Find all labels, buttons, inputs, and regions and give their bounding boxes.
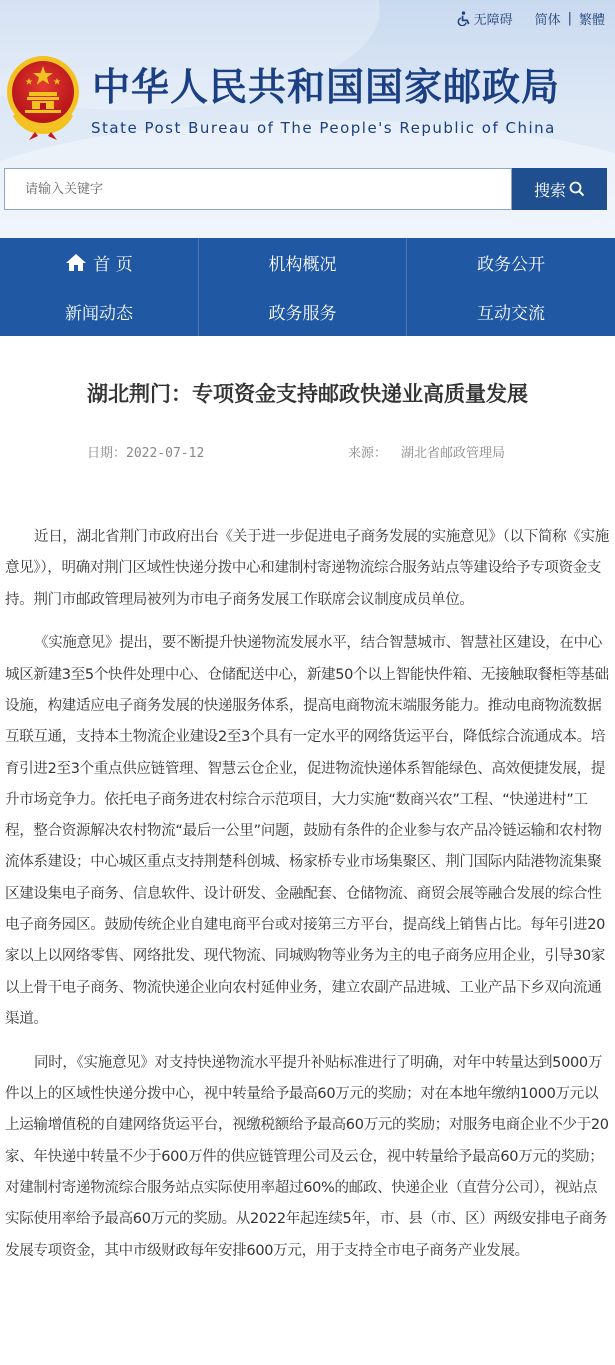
article-source	[348, 442, 505, 461]
search-button[interactable]	[512, 168, 607, 210]
nav-item-government-services[interactable]	[199, 287, 406, 336]
national-emblem-icon[interactable]	[5, 52, 81, 140]
nav-item-label: 政务公开	[477, 255, 545, 275]
search-field[interactable]	[4, 168, 512, 210]
article-paragraph: 同时，《实施意见》对支持快递物流水平提升补贴标准进行了明确，对年中转量达到5000万件以上的区域性快递分拨中心，视中转量给予最高60万元的奖励；对在本地年缴纳1000万元以上运输增值税的自建网络货运平台，视缴税额给予最高60万元的奖励；对服务电商企业不少于20家、年快递中转量不少于600万件的供应链管理公司及云仓，视中转量给予最高60万元的奖励；对建制村寄递物流综合服务站点实际使用率超过60%的邮政、快递企业（直营分公司），视站点实际使用率给予最高60万元的奖励。从2022年起连续5年，市、县（市、区）两级安排电子商务发展专项资金，其中市级财政每年安排600万元，用于支持全市电子商务产业发展。	[5, 1054, 609, 1259]
nav-item-organization[interactable]	[199, 238, 406, 287]
nav-item-label: 首 页	[93, 255, 133, 275]
nav-item-government-affairs[interactable]	[407, 238, 615, 287]
article-date: 日期：2022-07-12	[87, 446, 205, 461]
separator: |	[567, 10, 572, 26]
source-value: 湖北省邮政管理局	[401, 446, 506, 461]
nav-item-news[interactable]	[0, 287, 198, 336]
site-title: 中华人民共和国国家邮政局	[92, 65, 561, 109]
accessibility-link[interactable]	[456, 9, 513, 28]
article-body	[5, 522, 611, 1279]
site-subtitle: State Post Bureau of The People's Republic of China	[91, 119, 556, 137]
search-input[interactable]	[23, 168, 511, 210]
wheelchair-icon	[456, 11, 471, 26]
nav-item-label: 互动交流	[477, 304, 545, 324]
search-icon	[569, 181, 585, 197]
nav-item-home[interactable]	[0, 238, 198, 287]
main-nav	[0, 238, 615, 336]
article-paragraph: 《实施意见》提出，要不断提升快递物流发展水平，结合智慧城市、智慧社区建设，在中心城区新建3至5个快件处理中心、仓储配送中心，新建50个以上智能快件箱、无接触取餐柜等基础设施，构建适应电子商务发展的快递服务体系，提高电商物流末端服务能力。推动电商物流数据互联互通，支持本土物流企业建设2至3个具有一定水平的网络货运平台，降低综合流通成本。培育引进2至3个重点供应链管理、智慧云仓企业，促进物流快递体系智能绿色、高效便捷发展，提升市场竞争力。依托电子商务进农村综合示范项目，大力实施“数商兴农”工程、“快递进村”工程，整合资源解决农村物流“最后一公里”问题，鼓励有条件的企业参与农产品冷链运输和农村物流体系建设；中心城区重点支持荆楚科创城、杨家桥专业市场集聚区、荆门国际内陆港物流集聚区建设集电子商务、信息软件、设计研发、金融配套、仓储物流、商贸会展等融合发展的综合性电子商务园区。鼓励传统企业自建电商平台或对接第三方平台，提高线上销售占比。每年引进20家以上以网络零售、网络批发、现代物流、同城购物等业务为主的电子商务应用企业，引导30家以上骨干电子商务、物流快递企业向农村延伸业务，建立农副产品进城、工业产品下乡双向流通渠道。	[5, 635, 609, 1027]
accessibility-label: 无障碍	[473, 12, 513, 28]
traditional-chinese-link[interactable]: 繁體	[578, 12, 605, 28]
simplified-chinese-link[interactable]: 简体	[534, 12, 561, 28]
search-button-label: 搜索	[533, 180, 566, 200]
top-links	[456, 8, 605, 28]
site-header	[0, 0, 615, 238]
nav-item-label: 政务服务	[268, 304, 337, 324]
article-paragraph: 近日，湖北省荆门市政府出台《关于进一步促进电子商务发展的实施意见》（以下简称《实施意见》），明确对荆门区域性快递分拨中心和建制村寄递物流综合服务站点等建设给予专项资金支持。荆门市邮政管理局被列为市电子商务发展工作联席会议制度成员单位。	[5, 529, 609, 608]
home-icon	[65, 253, 87, 272]
nav-item-label: 机构概况	[268, 255, 337, 275]
source-label: 来源：	[348, 446, 388, 461]
nav-item-label: 新闻动态	[65, 304, 133, 324]
nav-item-interaction[interactable]	[407, 287, 615, 336]
article-title: 湖北荆门：专项资金支持邮政快递业高质量发展	[87, 382, 528, 406]
